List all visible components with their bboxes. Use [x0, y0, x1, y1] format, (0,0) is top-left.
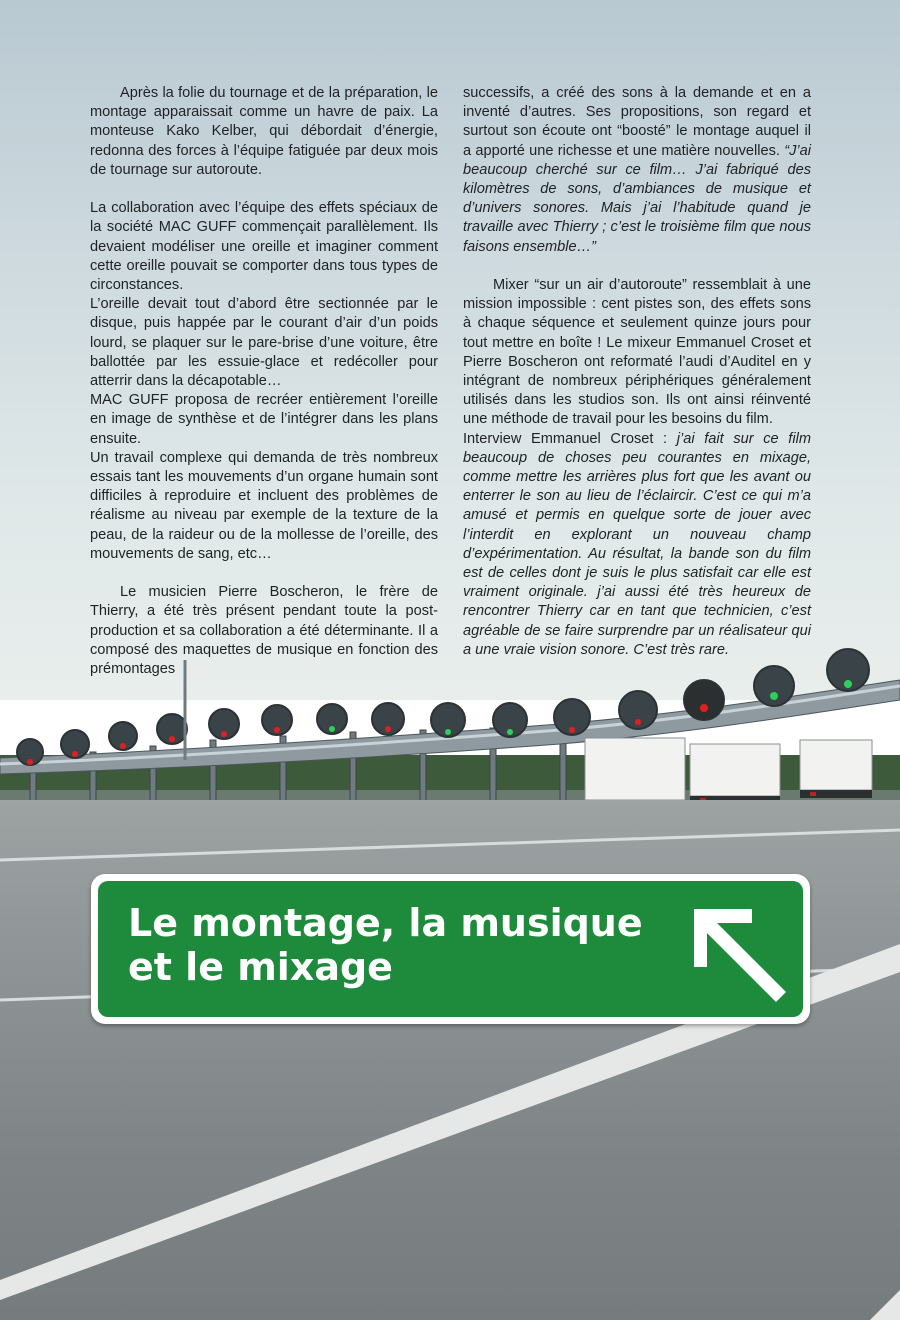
section-title-sign — [91, 874, 810, 1024]
paragraph: Mixer “sur un air d’autoroute” ressemblait à une mission impossible : cent pistes son, des effets sons à chaque séquence et seulement quinze jours pour tout mettre en boîte ! Le mixeur Emmanuel Croset et Pierre Boscheron ont reformaté l’audi d’Auditel en y intégrant de nombreux périphériques généralement utilisés dans les studios son. Ils ont ainsi réinventé une méthode de travail pour les besoins du film. — [463, 277, 811, 428]
paragraph-text: successifs, a créé des sons à la demande et en a inventé d’autres. Ses propositions, son regard et surtout son écoute ont “boosté” le montage auquel il a apporté une richesse et une matière nouvelles. — [463, 85, 811, 159]
paragraph: Le musicien Pierre Boscheron, le frère de Thierry, a été très présent pendant toute la post-production et sa collaboration a été déterminante. Il a composé des maquettes de musique en fonction des prémontages — [90, 584, 438, 678]
quote-text: “J’ai beaucoup cherché sur ce film… J’ai fabriqué des kilomètres de sons, d’ambiances de musique et d’univers sonores. Mais j’ai l’habitude quand je travaille avec Thierry ; c’est le troisième film que nous faisons ensemble…” — [463, 142, 811, 255]
paragraph: Un travail complexe qui demanda de très nombreux essais tant les mouvements d’un organe humain sont difficiles à reproduire et incluent des problèmes de réalisme au niveau par exemple de la texture de la peau, de la raideur ou de la mollesse de l’oreille, des mouvements de sang, etc… — [90, 449, 438, 562]
section-title — [128, 901, 648, 989]
paragraph: MAC GUFF proposa de recréer entièrement l’oreille en image de synthèse et de l’intégrer dans les plans ensuite. — [90, 392, 438, 447]
arrow-up-left-icon — [690, 905, 790, 1005]
section-title-line: et le mixage — [128, 945, 393, 989]
quote-text: j’ai fait sur ce film beaucoup de choses peu courantes en mixage, comme mettre les arrières plus fort que les avant ou enterrer le son au lieu de l’éclaircir. C’est ce qui m’a amusé et permis en quelque sorte de jouer avec l’interdit en explorant un nouveau champ d’expérimentation. Au résultat, la bande son du film est de celles dont je suis le plus satisfait car elle est vraiment originale. j’ai aussi été très heureux de rencontrer Thierry car en tant que technicien, c’est agréable de se faire surprendre par un réalisateur qui a une vraie vision sonore. C’est très rare. — [463, 430, 811, 658]
sign-panel — [98, 881, 803, 1017]
interview-label: Interview Emmanuel Croset : — [463, 430, 677, 447]
right-text-column — [463, 84, 811, 660]
section-title-line: Le montage, la musique — [128, 901, 643, 945]
paragraph — [463, 430, 811, 660]
left-text-column — [90, 84, 438, 679]
paragraph: L’oreille devait tout d’abord être sectionnée par le disque, puis happée par le courant d’air d’un poids lourd, se plaquer sur le pare-brise d’une voiture, être ballottée par les essuie-glace et redécoller pour atterrir dans la décapotable… — [90, 296, 438, 390]
paragraph: La collaboration avec l’équipe des effets spéciaux de la société MAC GUFF commençait parallèlement. Ils devaient modéliser une oreille et imaginer comment cette oreille pouvait se comporter dans tous types de circonstances. — [90, 200, 438, 294]
paragraph: Après la folie du tournage et de la préparation, le montage apparaissait comme un havre de paix. La monteuse Kako Kelber, qui débordait d’énergie, redonna des forces à l’équipe fatiguée par deux mois de tournage sur autoroute. — [90, 85, 438, 178]
paragraph — [463, 84, 811, 257]
